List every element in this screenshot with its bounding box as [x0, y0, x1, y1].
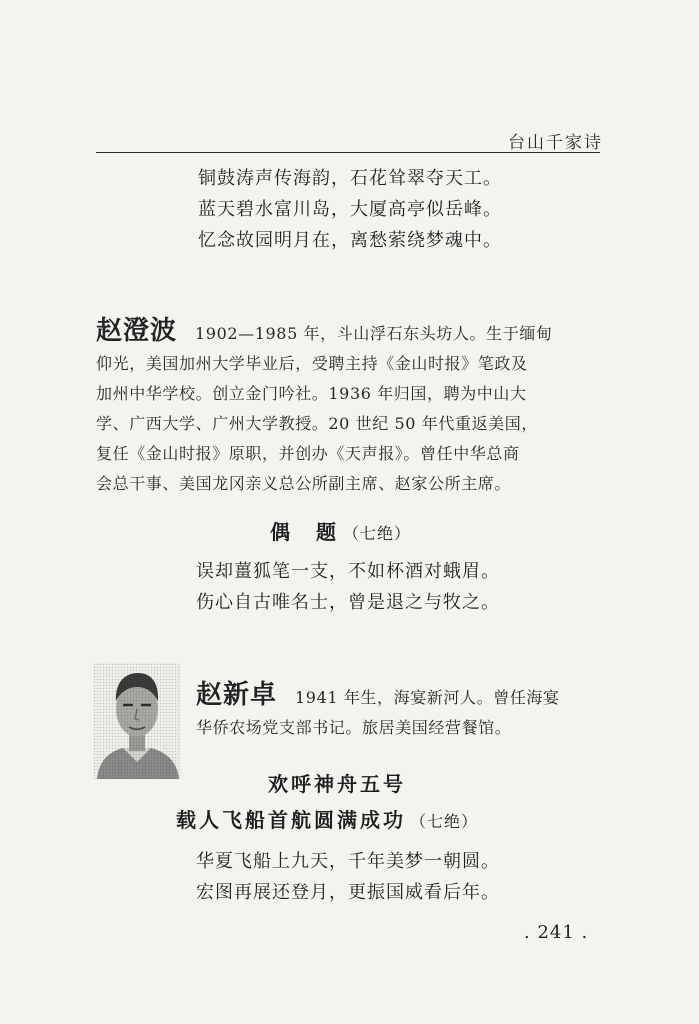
poem-line: 华夏飞船上九天，千年美梦一朝圆。 [196, 851, 500, 872]
poem-line: 铜鼓涛声传海韵，石花耸翠夺天工。 [198, 168, 502, 189]
bio-text-line: 1902—1985 年，斗山浮石东头坊人。生于缅甸 [195, 324, 553, 343]
bio-text-line: 1941 年生，海宴新河人。曾任海宴 [295, 688, 560, 707]
poem-title-text: 偶 题 [270, 520, 339, 544]
poem-continued [198, 163, 502, 256]
bio-text-line: 会总干事、美国龙冈亲义总公所副主席、赵家公所主席。 [96, 474, 512, 493]
portrait-image [93, 663, 181, 779]
bio-text-line: 华侨农场党支部书记。旅居美国经营餐馆。 [196, 718, 512, 737]
poem-line: 伤心自古唯名士，曾是退之与牧之。 [196, 592, 500, 613]
bio-first-line [196, 674, 600, 713]
poem-title-text: 欢呼神舟五号 [268, 772, 406, 796]
bio-text-line: 仰光，美国加州大学毕业后，受聘主持《金山时报》笔政及 [96, 354, 528, 373]
page-number: . 241 . [524, 922, 589, 943]
author-portrait [93, 663, 181, 779]
poem-line: 宏图再展还登月，更振国威看后年。 [196, 882, 500, 903]
poet-name: 赵澄波 [96, 316, 178, 346]
poem-title-line-2 [176, 804, 478, 833]
poem-title-text: 载人飞船首航圆满成功 [176, 808, 406, 832]
poet-name: 赵新卓 [196, 680, 278, 710]
poem-title-line-1 [268, 768, 406, 797]
bio-text-line: 复任《金山时报》原职，并创办《天声报》。曾任中华总商 [96, 444, 520, 463]
poem-title [270, 516, 411, 545]
poem-form: （七绝） [410, 812, 479, 831]
bio-text-line: 加州中华学校。创立金门吟社。1936 年归国，聘为中山大 [96, 384, 527, 403]
biography-zhao-chengbo [96, 310, 600, 499]
biography-zhao-xinzhuo [196, 674, 600, 743]
running-header: 台山千家诗 [508, 133, 603, 153]
poem-line: 误却薑狐笔一支，不如杯酒对蛾眉。 [196, 561, 500, 582]
bio-text-line: 学、广西大学、广州大学教授。20 世纪 50 年代重返美国， [96, 414, 538, 433]
poem-line: 蓝天碧水富川岛，大厦高亭似岳峰。 [198, 199, 502, 220]
poem-body [196, 556, 500, 618]
poem-form: （七绝） [343, 524, 412, 543]
bio-first-line [96, 310, 600, 349]
poem-body [196, 846, 500, 908]
header-rule [96, 152, 600, 153]
poem-line: 忆念故园明月在，离愁萦绕梦魂中。 [198, 230, 502, 251]
